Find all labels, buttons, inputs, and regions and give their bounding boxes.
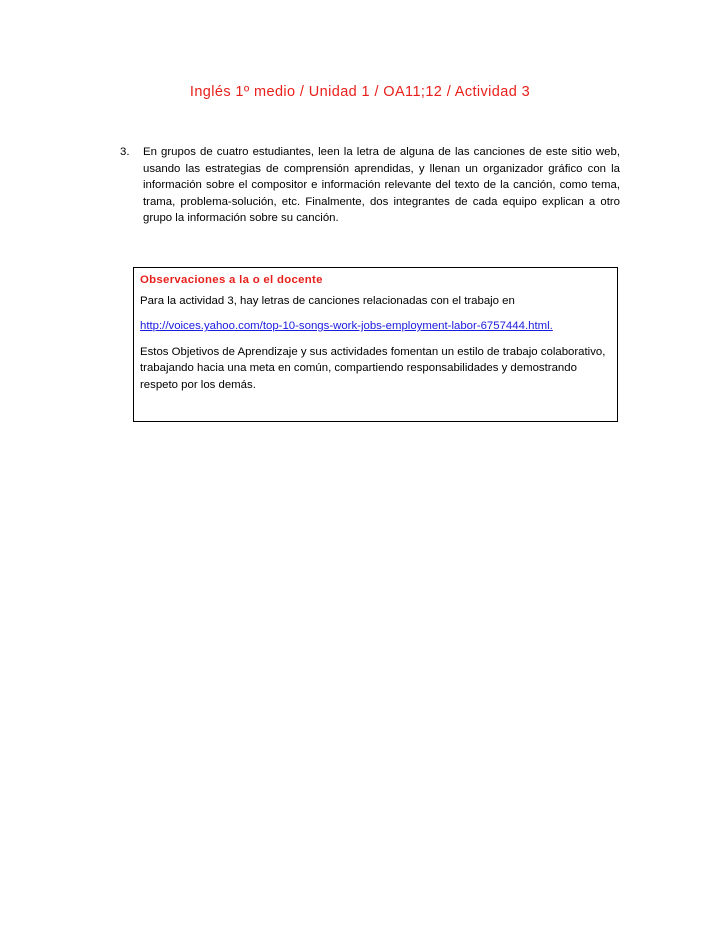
observations-note: Estos Objetivos de Aprendizaje y sus actividades fomentan un estilo de trabajo colaborativo, trabajando hacia una meta en común, compartiendo responsabilidades y demostrando respeto por los demás. [140, 345, 606, 391]
activity-number: 3. [120, 146, 130, 158]
songs-link[interactable]: http://voices.yahoo.com/top-10-songs-work-jobs-employment-labor-6757444.html. [140, 320, 553, 332]
activity-item [120, 144, 620, 227]
teacher-observations-box [133, 267, 618, 422]
page-title: Inglés 1º medio / Unidad 1 / OA11;12 / Actividad 3 [189, 84, 531, 100]
observations-intro: Para la actividad 3, hay letras de canciones relacionadas con el trabajo en [140, 294, 515, 307]
observations-title: Observaciones a la o el docente [140, 274, 323, 286]
activity-description: En grupos de cuatro estudiantes, leen la letra de alguna de las canciones de este sitio web, usando las estrategias de comprensión aprendidas, y llenan un organizador gráfico con la información sobre el compositor e información relevante del texto de la canción, como tema, trama, problema-solución, etc. Finalmente, dos integrantes de cada equipo explican a otro grupo la información sobre su canción. [143, 146, 620, 224]
